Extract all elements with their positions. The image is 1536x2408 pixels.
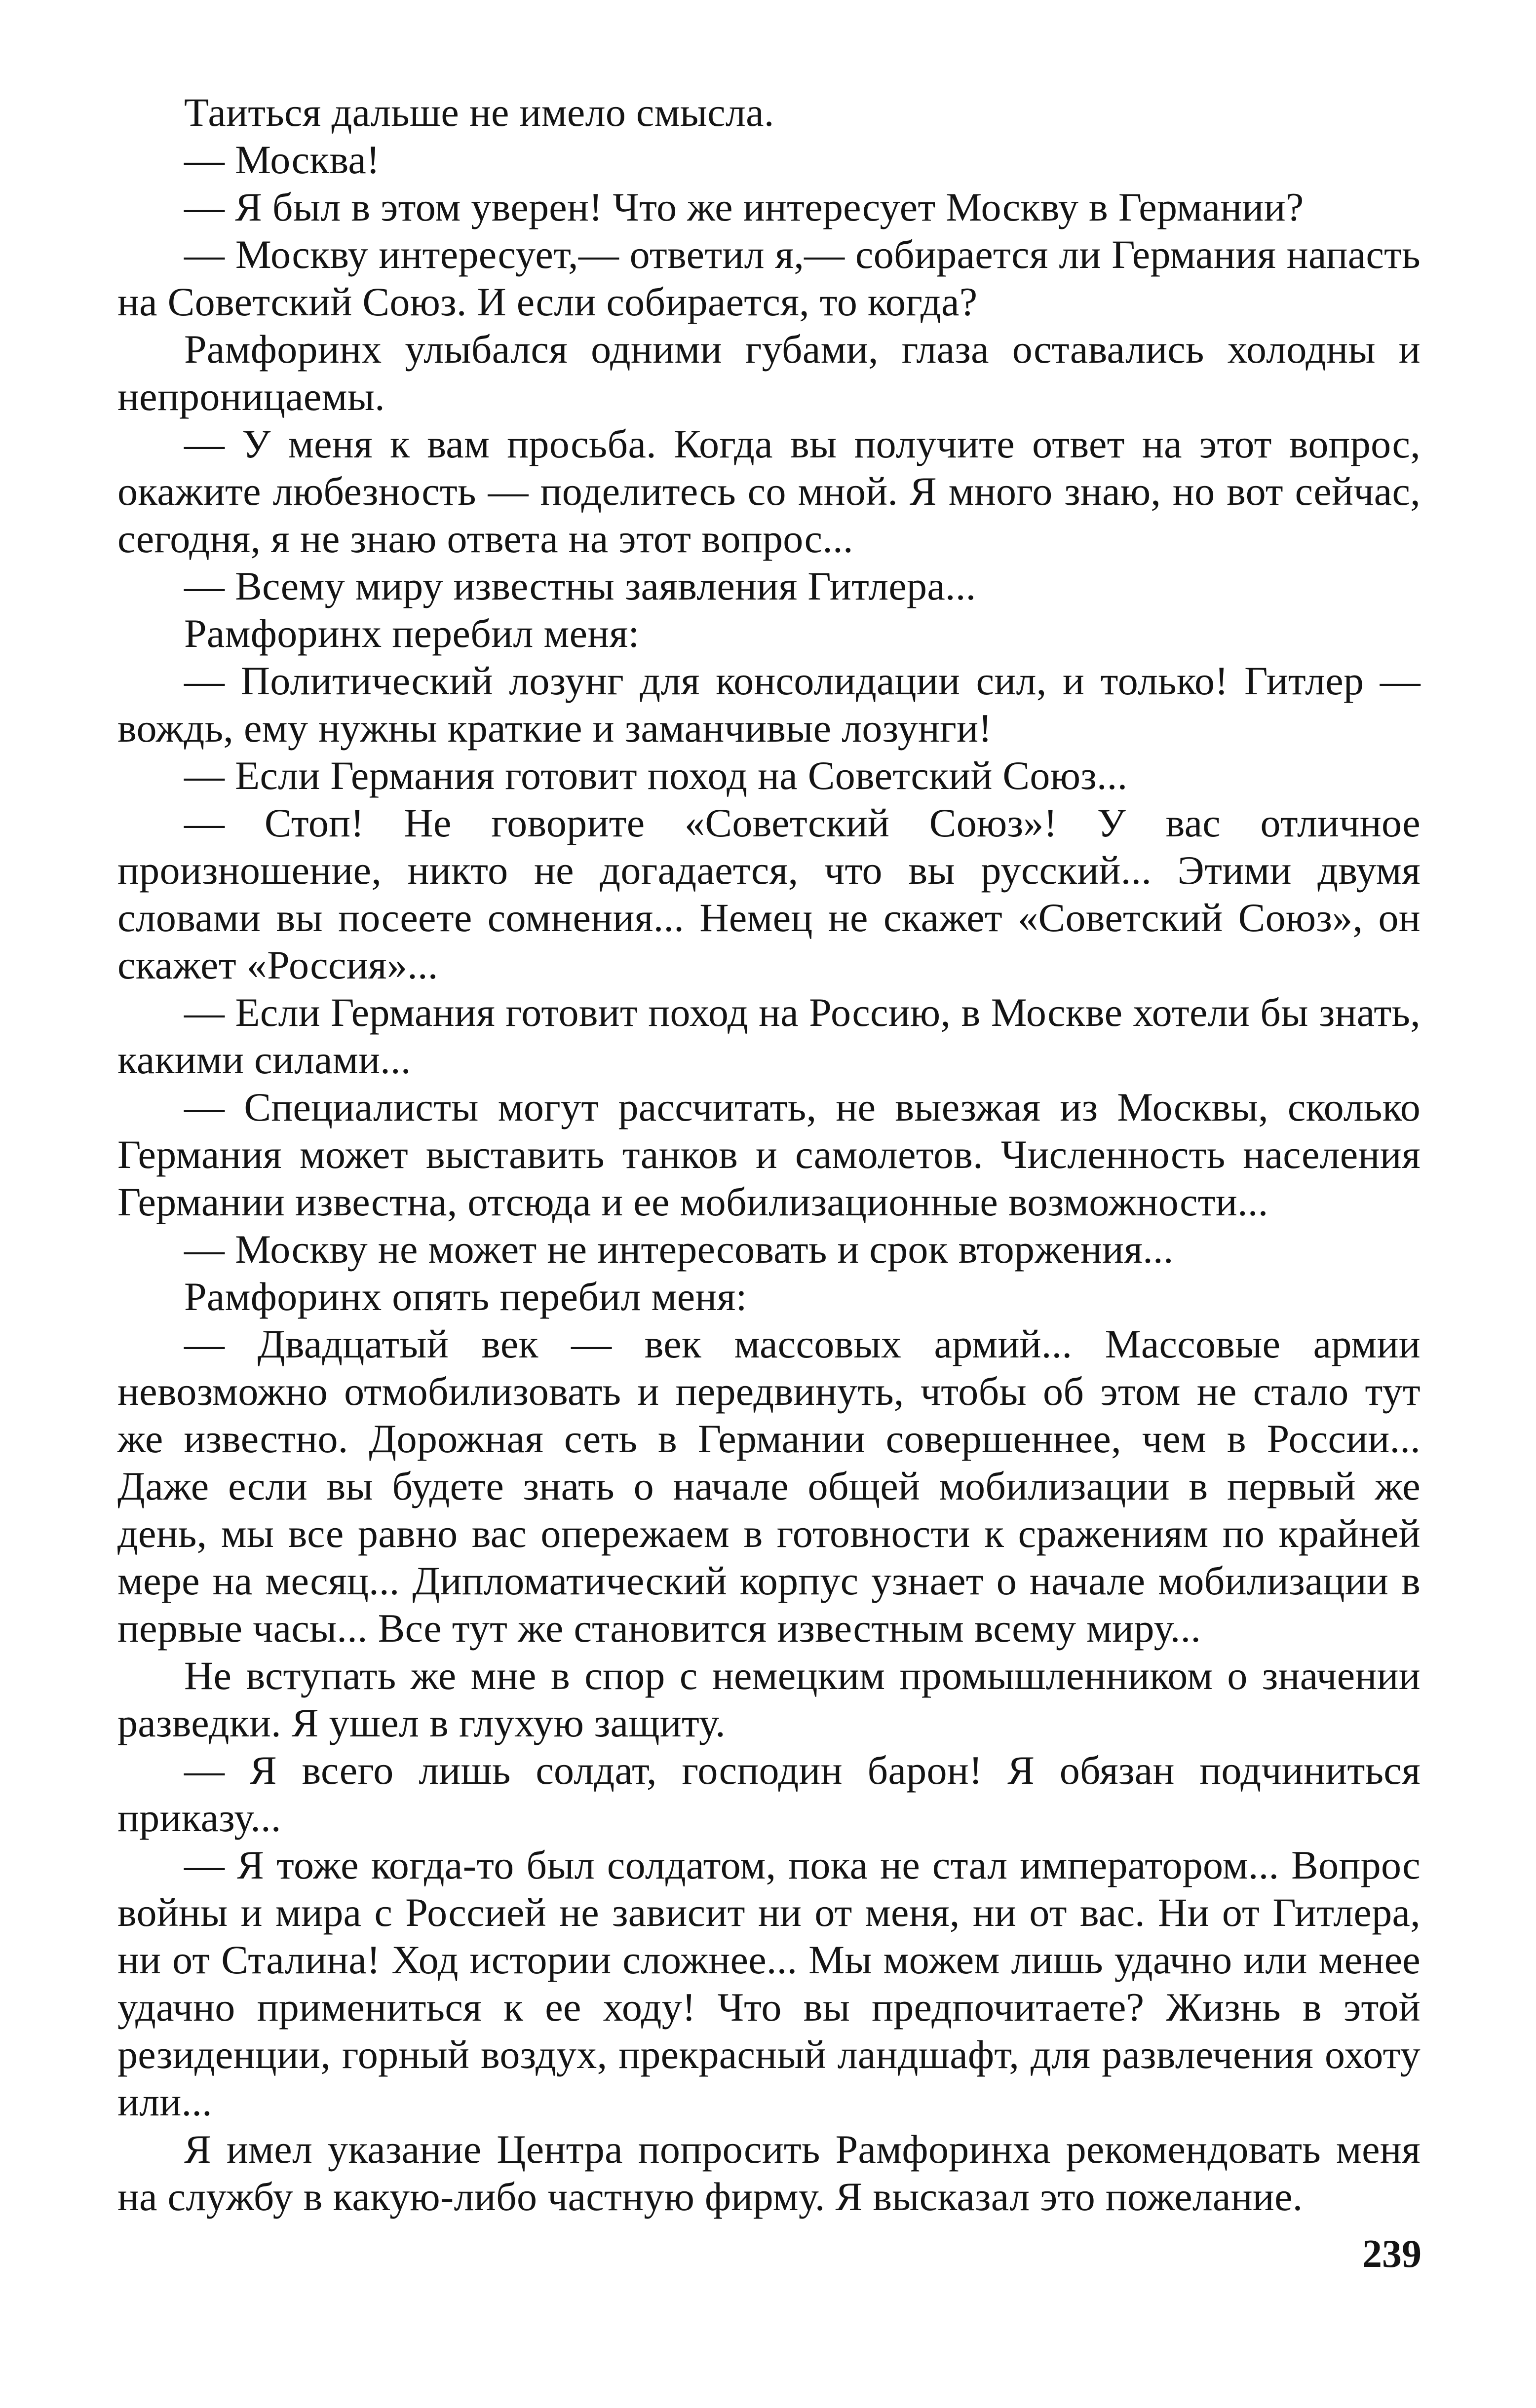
paragraph: — Москву интересует,— ответил я,— собирается ли Германия напасть на Советский Союз. И если собирается, то когда?: [117, 232, 1421, 324]
paragraph: — Москва!: [184, 137, 380, 182]
paragraph: — Я всего лишь солдат, господин барон! Я обязан подчиниться приказу...: [117, 1748, 1421, 1840]
paragraph: — Всему миру известны заявления Гитлера...: [184, 564, 976, 608]
paragraph: Рамфоринх опять перебил меня:: [184, 1274, 747, 1319]
paragraph: — У меня к вам просьба. Когда вы получите ответ на этот вопрос, окажите любезность — поделитесь со мной. Я много знаю, но вот сейчас, сегодня, я не знаю ответа на этот вопрос...: [117, 421, 1421, 561]
page-number: 239: [1362, 2232, 1421, 2276]
paragraph: — Двадцатый век — век массовых армий... Массовые армии невозможно отмобилизовать и передвинуть, чтобы об этом не стало тут же известно. Дорожная сеть в Германии совершеннее, чем в России... Даже если вы будете знать о начале общей мобилизации в первый же день, мы все равно вас опережаем в готовности к сражениям по крайней мере на месяц... Дипломатический корпус узнает о начале мобилизации в первые часы... Все тут же становится известным всему миру...: [117, 1321, 1421, 1651]
paragraph: — Политический лозунг для консолидации сил, и только! Гитлер — вождь, ему нужны краткие и заманчивые лозунги!: [117, 658, 1421, 751]
paragraph: Таиться дальше не имело смысла.: [184, 90, 774, 135]
paragraph: — Я был в этом уверен! Что же интересует Москву в Германии?: [184, 185, 1304, 229]
paragraph: — Я тоже когда-то был солдатом, пока не стал императором... Вопрос войны и мира с Россией не зависит ни от меня, ни от вас. Ни от Гитлера, ни от Сталина! Ход истории сложнее... Мы можем лишь удачно или менее удачно примениться к ее ходу! Что вы предпочитаете? Жизнь в этой резиденции, горный воздух, прекрасный ландшафт, для развлечения охоту или...: [117, 1843, 1421, 2124]
paragraph: — Специалисты могут рассчитать, не выезжая из Москвы, сколько Германия может выставить танков и самолетов. Численность населения Германии известна, отсюда и ее мобилизационные возможности...: [117, 1085, 1421, 1224]
body-text: [117, 89, 1421, 2220]
paragraph: Не вступать же мне в спор с немецким промышленником о значении разведки. Я ушел в глухую защиту.: [117, 1653, 1421, 1745]
paragraph: — Если Германия готовит поход на Россию, в Москве хотели бы знать, какими силами...: [117, 990, 1421, 1082]
paragraph: — Москву не может не интересовать и срок вторжения...: [184, 1227, 1174, 1272]
paragraph: Рамфоринх улыбался одними губами, глаза оставались холодны и непроницаемы.: [117, 327, 1421, 419]
paragraph: Рамфоринх перебил меня:: [184, 611, 640, 656]
paragraph: — Стоп! Не говорите «Советский Союз»! У вас отличное произношение, никто не догадается, что вы русский... Этими двумя словами вы посеете сомнения... Немец не скажет «Советский Союз», он скажет «Россия»...: [117, 800, 1421, 987]
paragraph: — Если Германия готовит поход на Советский Союз...: [184, 753, 1128, 798]
paragraph: Я имел указание Центра попросить Рамфоринха рекомендовать меня на службу в какую-либо частную фирму. Я высказал это пожелание.: [117, 2127, 1421, 2219]
